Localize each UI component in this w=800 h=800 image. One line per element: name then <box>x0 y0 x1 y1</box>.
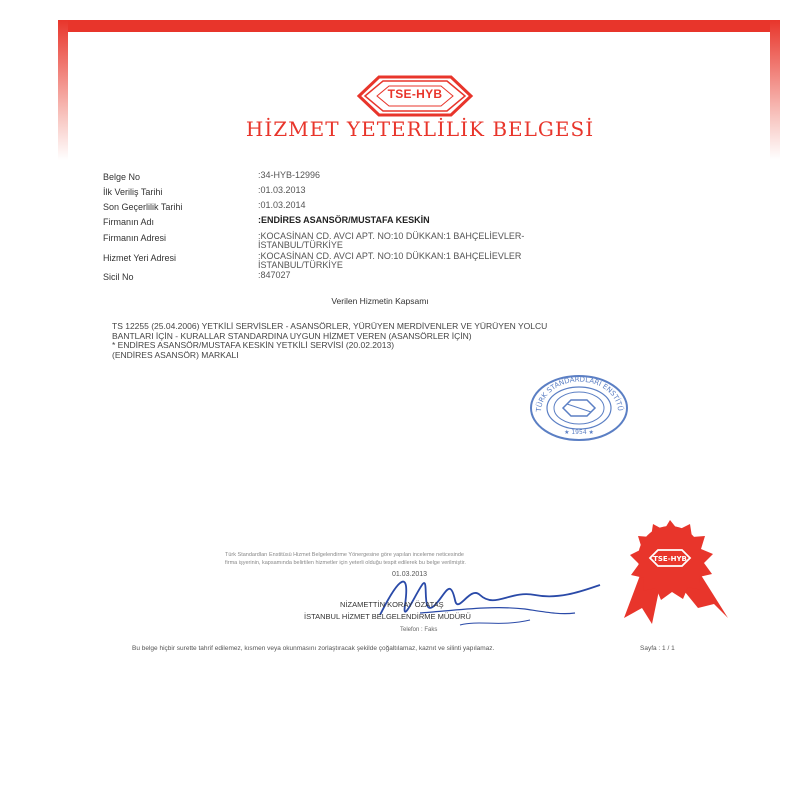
field-label-ilk-verilis: İlk Veriliş Tarihi <box>103 187 163 197</box>
disclaimer: Bu belge hiçbir surette tahrif edilemez, kısmen veya okunmasını zorlaştıracak şekilde çoğaltılamaz, kaznıt ve silinti yapılamaz. <box>132 645 495 652</box>
stamp-seal-icon <box>527 372 632 442</box>
hizmet-yeri-line-2: İSTANBUL/TÜRKİYE <box>258 260 343 270</box>
tse-hyb-logo <box>355 73 475 119</box>
rosette-seal-icon <box>602 520 732 625</box>
field-value-hizmet-yeri <box>258 252 521 270</box>
field-label-firma-adi: Firmanın Adı <box>103 217 155 227</box>
signatory-name: NİZAMETTİN KORAY ÖZATAŞ <box>340 600 444 609</box>
hizmet-yeri-line-1: :KOCASİNAN CD. AVCI APT. NO:10 DÜKKAN:1 BAHÇELİEVLER <box>258 251 522 261</box>
svg-text:TÜRK STANDARDLARI ENSTİTÜSÜ: TÜRK STANDARDLARI ENSTİTÜ <box>534 375 625 413</box>
red-rosette-seal <box>602 520 732 625</box>
logo-text: TSE-HYB <box>387 87 443 101</box>
frame-top-border <box>58 20 780 32</box>
field-label-sicil-no: Sicil No <box>103 272 134 282</box>
svg-text:TSE-HYB: TSE-HYB <box>653 555 687 563</box>
field-label-belge-no: Belge No <box>103 172 141 182</box>
issue-date: 01.03.2013 <box>392 571 428 578</box>
field-label-son-gecerlilik: Son Geçerlilik Tarihi <box>103 202 183 212</box>
field-label-hizmet-yeri: Hizmet Yeri Adresi <box>103 253 177 263</box>
firma-adresi-line-2: İSTANBUL/TÜRKİYE <box>258 240 343 250</box>
scope-title: Verilen Hizmetin Kapsamı <box>331 296 429 306</box>
field-value-sicil-no: :847027 <box>258 270 291 280</box>
scope-line-1: TS 12255 (25.04.2006) YETKİLİ SERVİSLER - ASANSÖRLER, YÜRÜYEN MERDİVENLER VE YÜRÜYEN YOLCU <box>112 321 548 331</box>
field-value-ilk-verilis: :01.03.2013 <box>258 185 306 195</box>
field-value-firma-adi: :ENDİRES ASANSÖR/MUSTAFA KESKİN <box>258 215 430 225</box>
tse-stamp <box>527 372 632 442</box>
regulation-line-1: Türk Standardları Enstitüsü Hizmet Belgelendirme Yönergesine göre yapılan inceleme neticesinde <box>225 552 464 558</box>
signatory-title: İSTANBUL HİZMET BELGELENDİRME MÜDÜRÜ <box>304 612 471 621</box>
phone-fax-label: Telefon : Faks <box>400 627 438 633</box>
regulation-line-2: firma işyerinin, kapsamında belirtilen hizmetler için yeterli olduğu tespit edilerek bu belge verilmiştir. <box>225 560 466 566</box>
scope-line-3: * ENDİRES ASANSÖR/MUSTAFA KESKİN YETKİLİ SERVİSİ (20.02.2013) <box>112 340 395 350</box>
field-label-firma-adresi: Firmanın Adresi <box>103 233 167 243</box>
certificate-title: HİZMET YETERLİLİK BELGESİ <box>245 117 595 141</box>
field-value-firma-adresi <box>258 232 524 250</box>
scope-line-4: (ENDİRES ASANSÖR) MARKALI <box>112 349 239 360</box>
field-value-belge-no: :34-HYB-12996 <box>258 170 321 180</box>
svg-text:★ 1954 ★: ★ 1954 ★ <box>564 429 594 436</box>
scope-line-2: BANTLARI İÇİN - KURALLAR STANDARDINA UYGUN HİZMET VEREN (ASANSÖRLER İÇİN) <box>112 330 472 341</box>
scope-text <box>112 322 732 360</box>
firma-adresi-line-1: :KOCASİNAN CD. AVCI APT. NO:10 DÜKKAN:1 BAHÇELİEVLER- <box>258 231 525 241</box>
field-value-son-gecerlilik: :01.03.2014 <box>258 200 306 210</box>
page-number: Sayfa : 1 / 1 <box>640 645 675 652</box>
